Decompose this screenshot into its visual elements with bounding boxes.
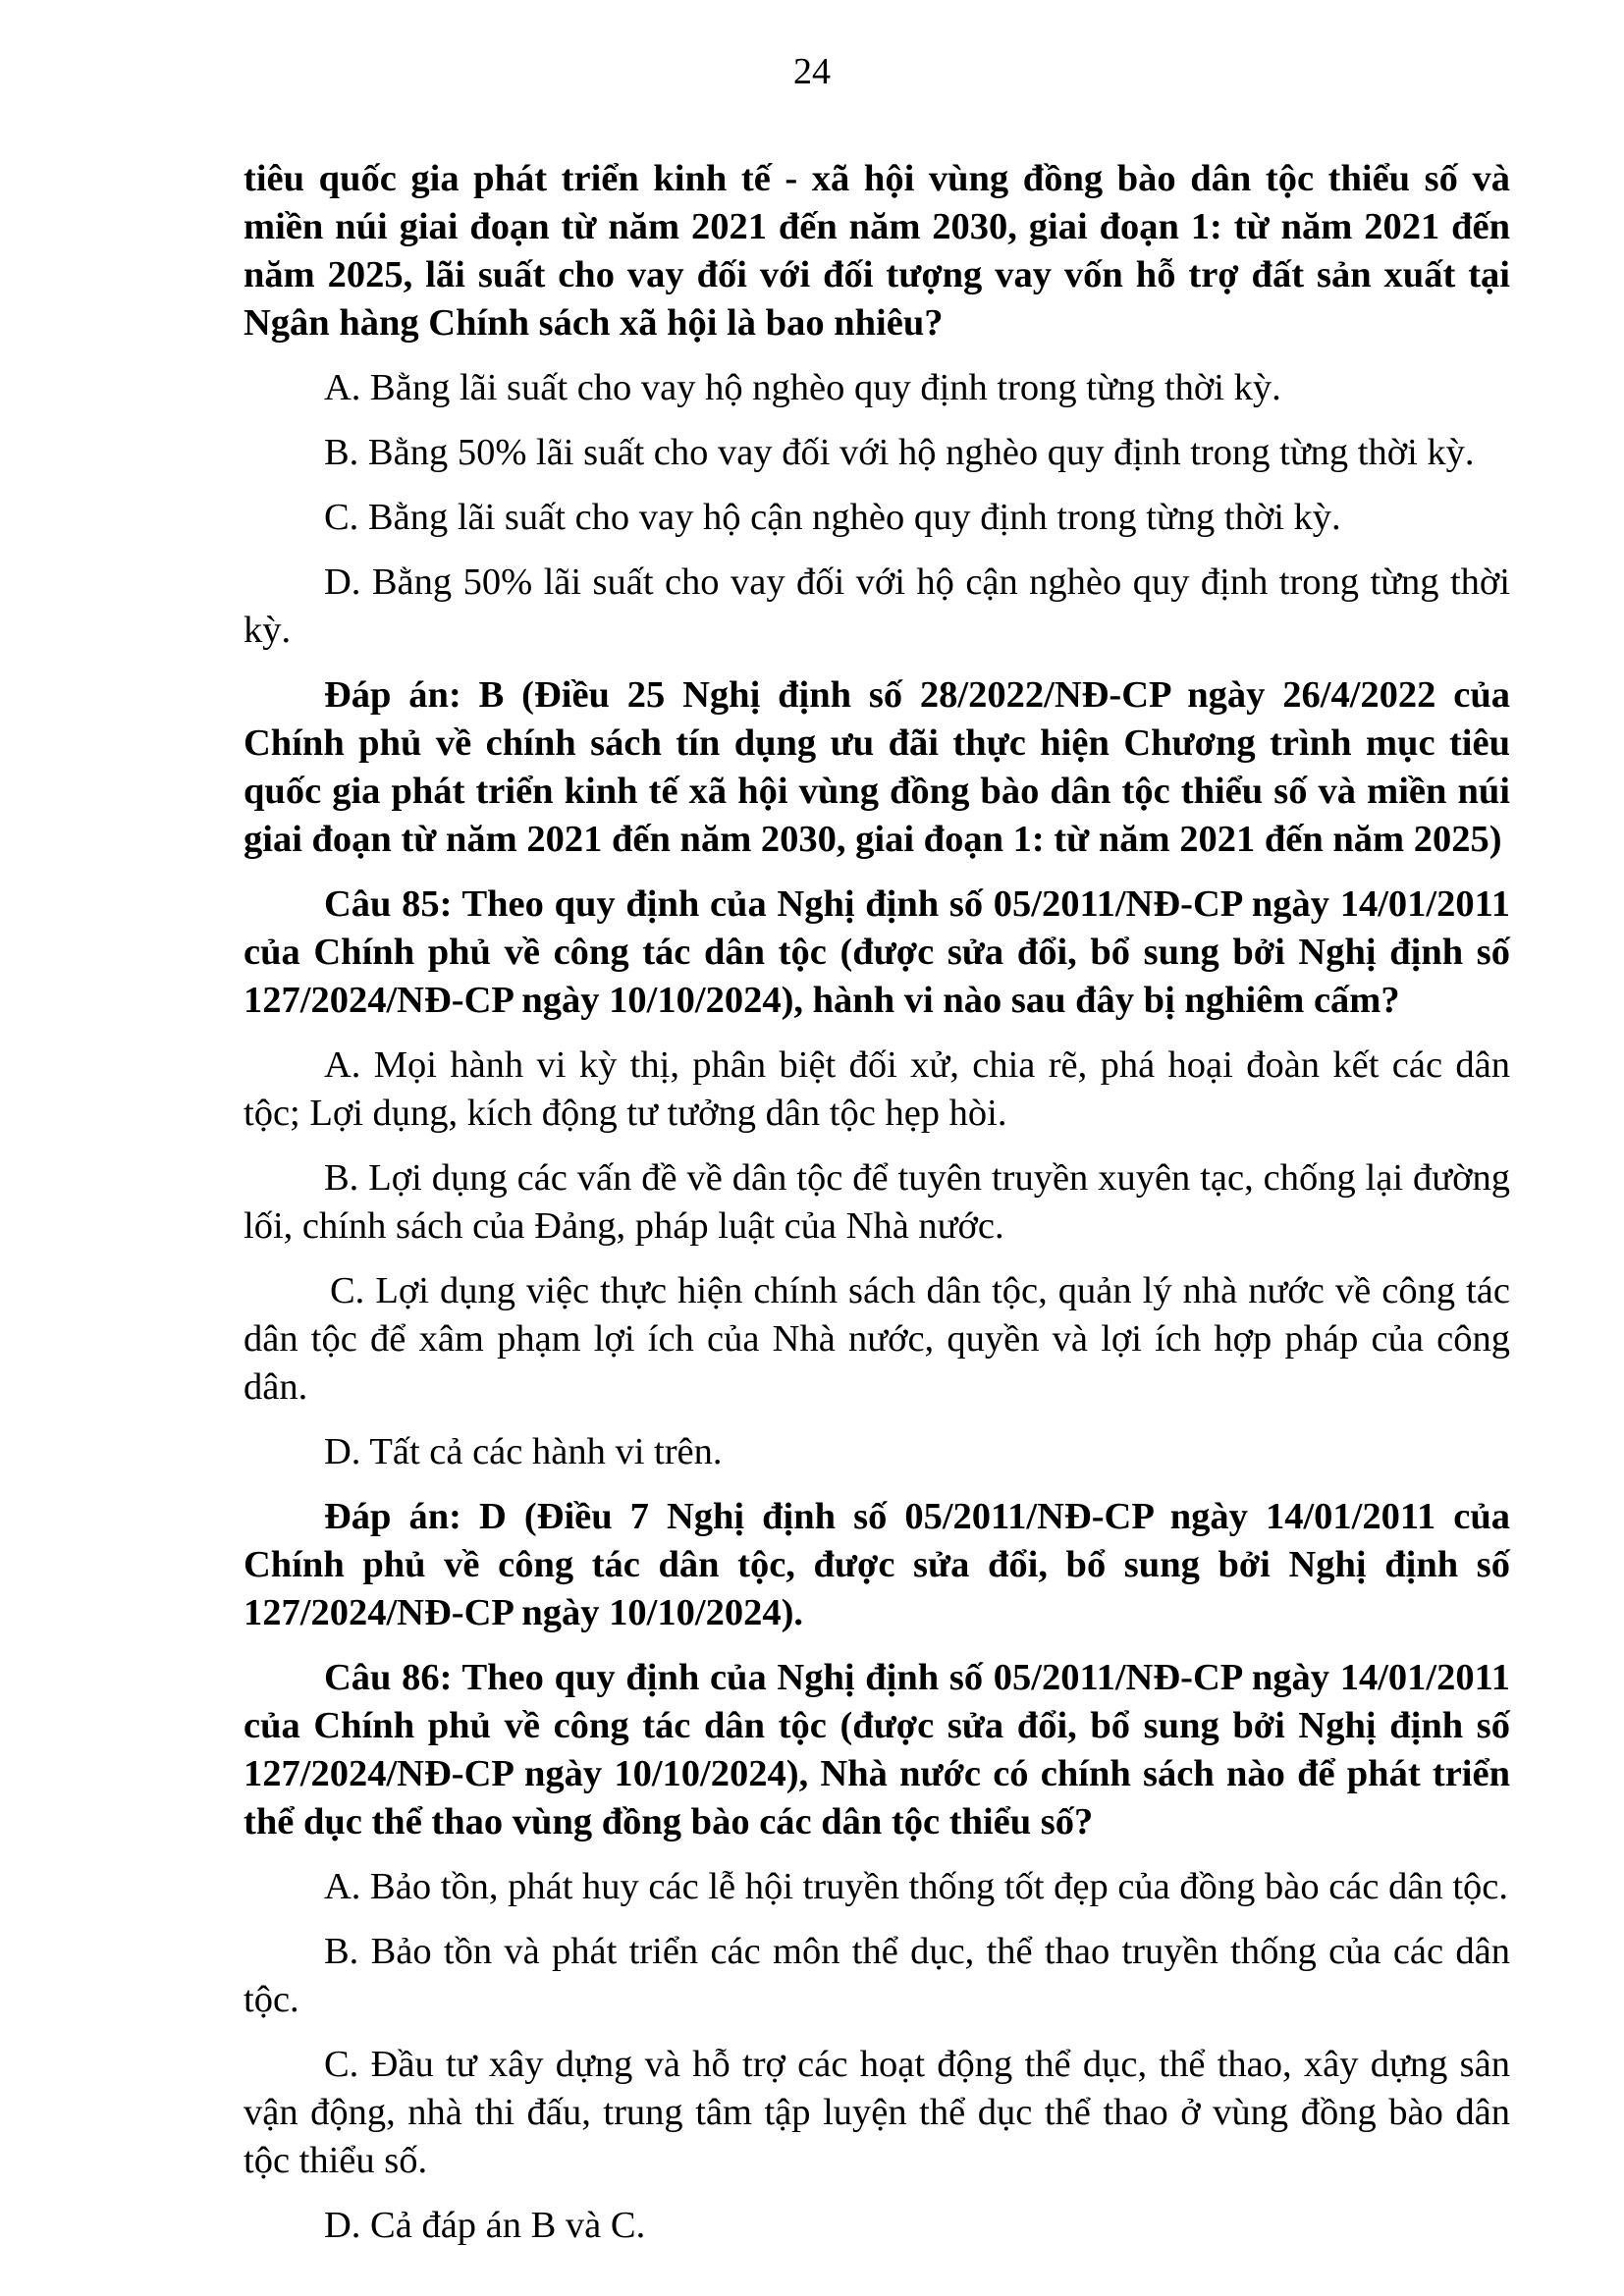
q86-option-d: D. Cả đáp án B và C. [324,2205,646,2246]
q84-option-c: C. Bằng lãi suất cho vay hộ cận nghèo quy định trong từng thời kỳ. [324,497,1341,538]
question-85: Câu 85: Theo quy định của Nghị định số 05/2011/NĐ-CP ngày 14/01/2011 của Chính phủ về công tác dân tộc (được sửa đổi, bổ sung bởi Nghị định số 127/2024/NĐ-CP ngày 10/10/2024), hành vi nào sau đây bị nghiêm cấm? [244,883,1510,1021]
document-body [244,155,1510,2250]
question-84-continued-text: tiêu quốc gia phát triển kinh tế - xã hội vùng đồng bào dân tộc thiểu số và miền núi giai đoạn từ năm 2021 đến năm 2030, giai đoạn 1: từ năm 2021 đến năm 2025, lãi suất cho vay đối với đối tượng vay vốn hỗ trợ đất sản xuất tại Ngân hàng Chính sách xã hội là bao nhiêu? [244,158,1510,344]
q86-option-c: C. Đầu tư xây dựng và hỗ trợ các hoạt động thể dục, thể thao, xây dựng sân vận động, nhà thi đấu, trung tâm tập luyện thể dục thể thao ở vùng đồng bào dân tộc thiểu số. [244,2044,1510,2181]
page-number: 24 [793,51,831,92]
q86-option-a: A. Bảo tồn, phát huy các lễ hội truyền thống tốt đẹp của đồng bào các dân tộc. [324,1866,1508,1907]
q85-option-c: C. Lợi dụng việc thực hiện chính sách dân tộc, quản lý nhà nước về công tác dân tộc để xâm phạm lợi ích của Nhà nước, quyền và lợi ích hợp pháp của công dân. [244,1270,1510,1408]
q84-option-a: A. Bằng lãi suất cho vay hộ nghèo quy định trong từng thời kỳ. [324,367,1281,408]
q84-option-b: B. Bằng 50% lãi suất cho vay đối với hộ nghèo quy định trong từng thời kỳ. [324,432,1475,473]
q85-option-a: A. Mọi hành vi kỳ thị, phân biệt đối xử, chia rẽ, phá hoại đoàn kết các dân tộc; Lợi dụng, kích động tư tưởng dân tộc hẹp hòi. [244,1044,1510,1134]
q84-answer: Đáp án: B (Điều 25 Nghị định số 28/2022/NĐ-CP ngày 26/4/2022 của Chính phủ về chính sách tín dụng ưu đãi thực hiện Chương trình mục tiêu quốc gia phát triển kinh tế xã hội vùng đồng bào dân tộc thiểu số và miền núi giai đoạn từ năm 2021 đến năm 2030, giai đoạn 1: từ năm 2021 đến năm 2025) [244,674,1510,860]
q85-option-b: B. Lợi dụng các vấn đề về dân tộc để tuyên truyền xuyên tạc, chống lại đường lối, chính sách của Đảng, pháp luật của Nhà nước. [244,1157,1510,1247]
q86-option-b: B. Bảo tồn và phát triển các môn thể dục, thể thao truyền thống của các dân tộc. [244,1931,1510,2020]
q84-option-d: D. Bằng 50% lãi suất cho vay đối với hộ cận nghèo quy định trong từng thời kỳ. [244,561,1510,651]
q85-option-d: D. Tất cả các hành vi trên. [324,1431,723,1472]
q85-answer: Đáp án: D (Điều 7 Nghị định số 05/2011/NĐ-CP ngày 14/01/2011 của Chính phủ về công tác dân tộc, được sửa đổi, bổ sung bởi Nghị định số 127/2024/NĐ-CP ngày 10/10/2024). [244,1496,1510,1633]
question-86: Câu 86: Theo quy định của Nghị định số 05/2011/NĐ-CP ngày 14/01/2011 của Chính phủ về công tác dân tộc (được sửa đổi, bổ sung bởi Nghị định số 127/2024/NĐ-CP ngày 10/10/2024), Nhà nước có chính sách nào để phát triển thể dục thể thao vùng đồng bào các dân tộc thiểu số? [244,1657,1510,1842]
